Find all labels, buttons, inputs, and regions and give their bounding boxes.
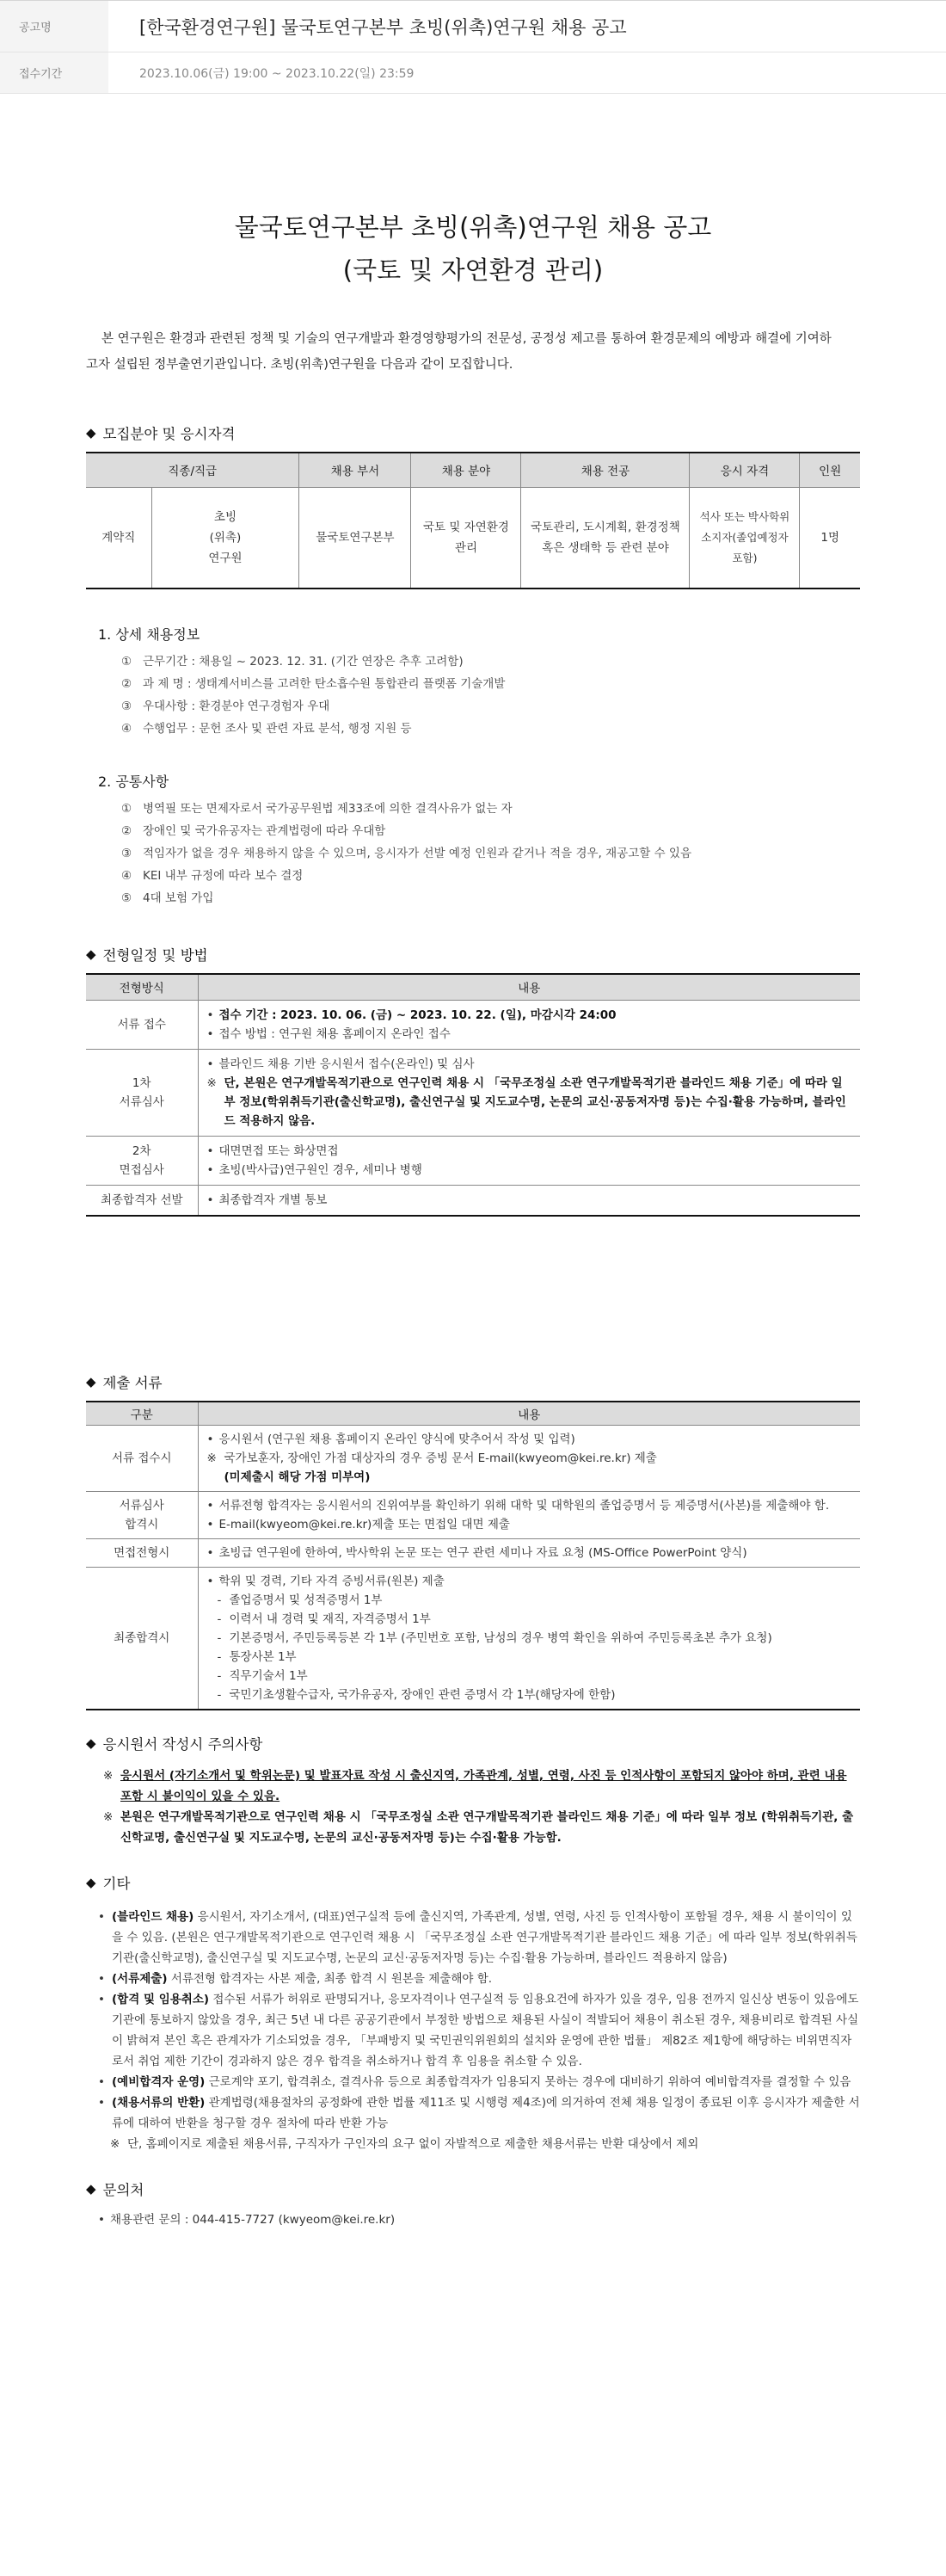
cell-field: 국토 및 자연환경 관리	[411, 487, 521, 589]
list-item: ④ KEI 내부 규정에 따라 보수 결정	[120, 869, 304, 883]
table-row: 최종합격시 • 학위 및 경력, 기타 자격 증빙서류(원본) 제출 - 졸업증명서 및 성적증명서 1부 - 이력서 내 경력 및 재직, 자격증명서 1부 - 기본증명서, 주민등록등본 각 1부 (주민번호 포함, 남성의 경우 병역 확인을 위하여 주민등록초본 추가 요청) - 통장사본 1부 - 직무기술서 1부 - 국민기초생활수급자, 국가유공자, 장애인 관련 증명서 각 1부(해당자에 한함)	[86, 1568, 860, 1710]
th-content: 내용	[198, 974, 860, 1000]
document-title	[86, 206, 860, 292]
notice-title: [한국환경연구원] 물국토연구본부 초빙(위촉)연구원 채용 공고	[139, 16, 627, 38]
document-title-line2: (국토 및 자연환경 관리)	[342, 256, 604, 285]
list-item: • (예비합격자 운영) 근로계약 포기, 합격취소, 결격사유 등으로 최종합격자가 임용되지 못하는 경우에 대비하기 위하여 예비합격자를 결정할 수 있음	[98, 2075, 851, 2089]
common-list	[117, 798, 860, 909]
table-row	[86, 487, 860, 589]
table-row: 2차 면접심사 • 대면면접 또는 화상면접 • 초빙(박사급)연구원인 경우, 세미나 병행	[86, 1136, 860, 1185]
notice-period-row	[0, 52, 946, 94]
bottom-spacer	[86, 2230, 860, 2282]
table-row: 면접전형시 • 초빙급 연구원에 한하여, 박사학위 논문 또는 연구 관련 세미나 자료 요청 (MS-Office PowerPoint 양식)	[86, 1539, 860, 1568]
cell-dept: 물국토연구본부	[299, 487, 411, 589]
th-method: 전형방식	[86, 974, 198, 1000]
cell-major: 국토관리, 도시계획, 환경정책 혹은 생태학 등 관련 분야	[521, 487, 690, 589]
contact-info: • 채용관련 문의 : 044-415-7727 (kwyeom@kei.re.kr)	[98, 2209, 860, 2230]
caution-note: ※ 본원은 연구개발목적기관으로 연구인력 채용 시 「국무조정실 소관 연구개발목적기관 블라인드 채용 기준」에 따라 일부 정보 (학위취득기관, 출신학교명, 출신연구실 및 지도교수명, 논문의 교신·공동저자명 등)는 수집·활용 가능함.	[103, 1810, 854, 1845]
th-content: 내용	[198, 1402, 860, 1426]
document-title-line1: 물국토연구본부 초빙(위촉)연구원 채용 공고	[234, 213, 712, 242]
table-row: 서류 접수 • 접수 기간 : 2023. 10. 06. (금) ~ 2023. 10. 22. (일), 마감시각 24:00 • 접수 방법 : 연구원 채용 홈페이지 온라인 접수	[86, 1000, 860, 1049]
period-label: 접수기간	[0, 52, 108, 93]
common-heading: 2. 공통사항	[98, 773, 169, 790]
cell-type: 계약직	[86, 487, 151, 589]
diamond-icon: ◆	[86, 425, 96, 441]
detail-heading: 1. 상세 채용정보	[98, 626, 200, 643]
detail-list	[117, 650, 860, 740]
list-item: ③ 적임자가 없을 경우 채용하지 않을 수 있으며, 응시자가 선발 예정 인원과 같거나 적을 경우, 재공고할 수 있음	[120, 847, 692, 860]
th-count: 인원	[800, 453, 860, 487]
diamond-icon: ◆	[86, 946, 96, 962]
table-row: 최종합격자 선발 • 최종합격자 개별 통보	[86, 1185, 860, 1216]
caution-heading: ◆ 응시원서 작성시 주의사항	[86, 1735, 263, 1753]
schedule-table	[86, 973, 860, 1217]
list-item: • (블라인드 채용) 응시원서, 자기소개서, (대표)연구실적 등에 출신지역, 가족관계, 성별, 연령, 사진 등 인적사항이 포함될 경우, 채용 시 불이익이 있을 수 있음. (본원은 연구개발목적기관으로 연구인력 채용 시 「국무조정실 소관 연구개발목적기관 블라인드 채용 기준」에 따라 일부 정보(학위취득기관(출신학교명), 출신연구실 및 지도교수명, 논문의 교신·공동저자명 등)는 수집·활용 가능하며, 블라인드 적용하지 않음)	[98, 1910, 857, 1965]
cell-qual: 석사 또는 박사학위 소지자(졸업예정자 포함)	[690, 487, 800, 589]
th-major: 채용 전공	[521, 453, 690, 487]
list-item: ① 근무기간 : 채용일 ~ 2023. 12. 31. (기간 연장은 추후 고려함)	[120, 655, 464, 669]
cell-grade: 초빙 (위촉) 연구원	[151, 487, 299, 589]
diamond-icon: ◆	[86, 2181, 96, 2197]
list-item: • (서류제출) 서류전형 합격자는 사본 제출, 최종 합격 시 원본을 제출해야 함.	[98, 1972, 493, 1986]
list-item: ⑤ 4대 보험 가입	[120, 891, 214, 905]
table-row: 1차 서류심사 • 블라인드 채용 기반 응시원서 접수(온라인) 및 심사 ※ 단, 본원은 연구개발목적기관으로 연구인력 채용 시 「국무조정실 소관 연구개발목적기관 블라인드 채용 기준」에 따라 일부 정보(학위취득기관(출신학교명), 출신연구실 및 지도교수명, 논문의 교신·공동저자명 등)는 수집·활용 가능하며, 블라인드 적용하지 않음.	[86, 1049, 860, 1136]
docs-table	[86, 1401, 860, 1711]
caution-note: ※ 응시원서 (자기소개서 및 학위논문) 및 발표자료 작성 시 출신지역, 가족관계, 성별, 연령, 사진 등 인적사항이 포함되지 않아야 하며, 관련 내용 포함 시 불이익이 있을 수 있음.	[103, 1769, 847, 1803]
table-row: 서류 접수시 • 응시원서 (연구원 채용 홈페이지 온라인 양식에 맞추어서 작성 및 입력) ※ 국가보훈자, 장애인 가점 대상자의 경우 증빙 문서 E-mail(kwyeom@kei.re.kr) 제출 (미제출시 해당 가점 미부여)	[86, 1426, 860, 1492]
diamond-icon: ◆	[86, 1875, 96, 1890]
list-item: ② 장애인 및 국가유공자는 관계법령에 따라 우대함	[120, 824, 386, 838]
notice-header	[0, 0, 946, 94]
recruit-heading: ◆ 모집분야 및 응시자격	[86, 425, 236, 442]
notice-period: 2023.10.06(금) 19:00 ~ 2023.10.22(일) 23:59	[139, 66, 415, 81]
contact-text: 채용관련 문의 : 044-415-7727 (kwyeom@kei.re.kr)	[110, 2213, 396, 2227]
th-field: 채용 분야	[411, 453, 521, 487]
notice-body	[0, 206, 946, 2282]
etc-list	[98, 1907, 860, 2154]
caution-notes	[103, 1766, 860, 1848]
cell-count: 1명	[800, 487, 860, 589]
table-row: 서류심사 합격시 • 서류전형 합격자는 응시원서의 진위여부를 확인하기 위해 대학 및 대학원의 졸업증명서 등 제증명서(사본)를 제출해야 함. • E-mail(kwyeom@kei.re.kr)제출 또는 면접일 대면 제출	[86, 1492, 860, 1539]
etc-note: ※ 단, 홈페이지로 제출된 채용서류, 구직자가 구인자의 요구 없이 자발적으로 제출한 채용서류는 반환 대상에서 제외	[110, 2137, 699, 2151]
schedule-heading: ◆ 전형일정 및 방법	[86, 946, 208, 964]
list-item: ① 병역필 또는 면제자로서 국가공무원법 제33조에 의한 결격사유가 없는 자	[120, 802, 513, 816]
list-item: ② 과 제 명 : 생태계서비스를 고려한 탄소흡수원 통합관리 플랫폼 기술개발	[120, 677, 506, 691]
contact-heading: ◆ 문의처	[86, 2181, 144, 2198]
docs-heading: ◆ 제출 서류	[86, 1373, 163, 1391]
list-item: ④ 수행업무 : 문헌 조사 및 관련 자료 분석, 행정 지원 등	[120, 722, 412, 736]
diamond-icon: ◆	[86, 1735, 96, 1751]
th-dept: 채용 부서	[299, 453, 411, 487]
notice-title-row	[0, 1, 946, 52]
list-item: • (합격 및 임용취소) 접수된 서류가 허위로 판명되거나, 응모자격이나 연구실적 등 임용요건에 하자가 있을 경우, 임용 전까지 일신상 변동이 있음에도 기관에 통보하지 않았을 경우, 최근 5년 내 다른 공공기관에서 부정한 방법으로 채용된 사실이 적발되어 채용이 취소된 경우, 채용비리로 합격된 사실이 밝혀져 본인 혹은 관계자가 기소되었을 경우, 「부패방지 및 국민권익위원회의 설치와 운영에 관한 법률」 제82조 제1항에 해당하는 비위면직자로서 취업 제한 기간이 경과하지 않은 경우 합격을 취소하거나 합격 후 임용을 취소할 수 있음.	[98, 1993, 859, 2068]
etc-heading: ◆ 기타	[86, 1875, 131, 1892]
intro-paragraph: 본 연구원은 환경과 관련된 정책 및 기술의 연구개발과 환경영향평가의 전문성, 공정성 제고를 통하여 환경문제의 예방과 해결에 기여하고자 설립된 정부출연기관입니다. 초빙(위촉)연구원을 다음과 같이 모집합니다.	[86, 332, 832, 372]
recruit-table	[86, 452, 860, 589]
title-label: 공고명	[0, 1, 108, 52]
th-grade: 직종/직급	[86, 453, 299, 487]
th-category: 구분	[86, 1402, 198, 1426]
list-item: • (채용서류의 반환) 관계법령(채용절차의 공정화에 관한 법률 제11조 및 시행령 제4조)에 의거하여 전체 채용 일정이 종료된 이후 응시자가 제출한 서류에 대하여 반환을 청구할 경우 절차에 따라 반환 가능	[98, 2096, 860, 2130]
diamond-icon: ◆	[86, 1373, 96, 1390]
th-qual: 응시 자격	[690, 453, 800, 487]
list-item: ③ 우대사항 : 환경분야 연구경험자 우대	[120, 699, 330, 713]
